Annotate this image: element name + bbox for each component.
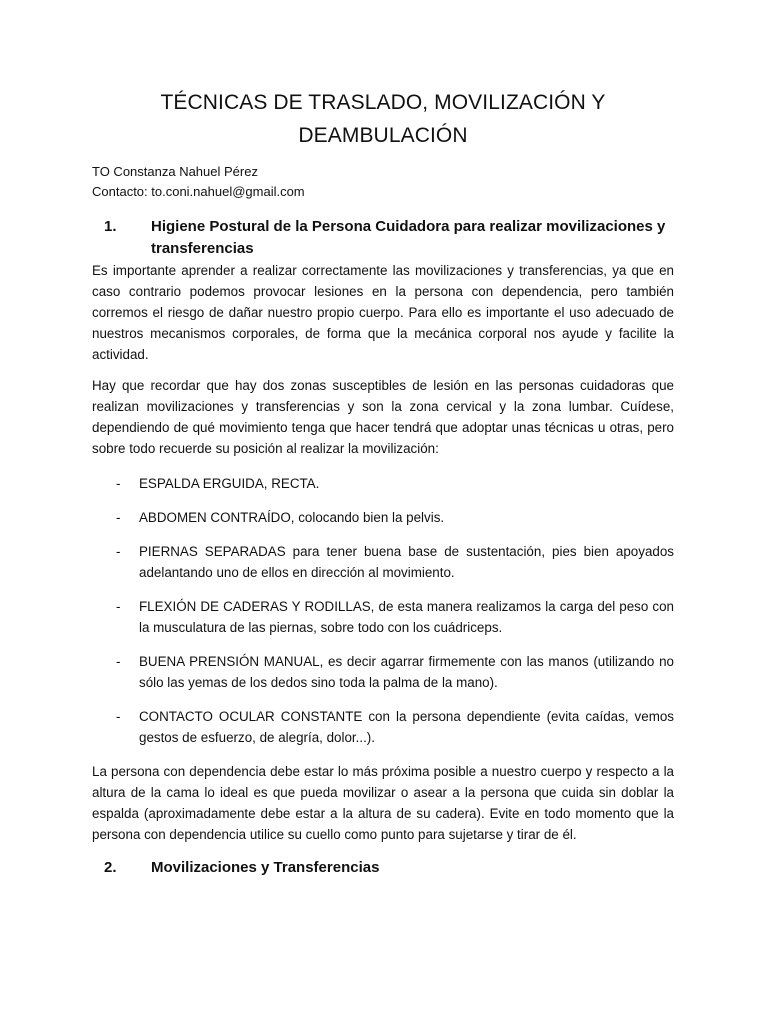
list-item <box>92 596 674 638</box>
section-heading-2 <box>92 857 674 879</box>
list-item-text: FLEXIÓN DE CADERAS Y RODILLAS, de esta manera realizamos la carga del peso con la musculatura de las piernas, sobre todo con los cuádriceps. <box>139 599 674 635</box>
section-number: 2. <box>104 859 117 876</box>
section-heading-1 <box>92 216 674 260</box>
dash-marker: - <box>116 599 121 614</box>
title-line-1: TÉCNICAS DE TRASLADO, MOVILIZACIÓN Y <box>160 91 606 114</box>
section-title: Movilizaciones y Transferencias <box>151 859 380 876</box>
document-page <box>92 86 674 879</box>
dash-marker: - <box>116 544 121 559</box>
list-item-text: PIERNAS SEPARADAS para tener buena base de sustentación, pies bien apoyados adelantando uno de ellos en dirección al movimiento. <box>139 544 674 580</box>
list-item-text: BUENA PRENSIÓN MANUAL, es decir agarrar firmemente con las manos (utilizando no sólo las yemas de los dedos sino toda la palma de la mano). <box>139 654 674 690</box>
dash-marker: - <box>116 476 121 491</box>
posture-list <box>92 473 674 748</box>
paragraph-1: Es importante aprender a realizar correctamente las movilizaciones y transferencias, ya que en caso contrario podemos provocar lesiones en la persona con dependencia, pero también corremos el riesgo de dañar nuestro propio cuerpo. Para ello es importante el uso adecuado de nuestros mecanismos corporales, de forma que la mecánica corporal nos ayude y facilite la actividad. <box>92 263 674 362</box>
paragraph-3: La persona con dependencia debe estar lo más próxima posible a nuestro cuerpo y respecto a la altura de la cama lo ideal es que pueda movilizar o asear a la persona que cuida sin doblar la espalda (aproximadamente debe estar a la altura de su cadera). Evite en todo momento que la persona con dependencia utilice su cuello como punto para sujetarse y tirar de él. <box>92 764 674 842</box>
list-item <box>92 541 674 583</box>
list-item <box>92 473 674 494</box>
list-item-text: CONTACTO OCULAR CONSTANTE con la persona dependiente (evita caídas, vemos gestos de esfuerzo, de alegría, dolor...). <box>139 709 674 745</box>
dash-marker: - <box>116 709 121 724</box>
paragraph-2: Hay que recordar que hay dos zonas susceptibles de lesión en las personas cuidadoras que realizan movilizaciones y transferencias y son la zona cervical y la zona lumbar. Cuídese, dependiendo de qué movimiento tenga que hacer tendrá que adoptar unas técnicas u otras, pero sobre todo recuerde su posición al realizar la movilización: <box>92 378 674 456</box>
list-item-text: ESPALDA ERGUIDA, RECTA. <box>139 476 320 491</box>
list-item <box>92 706 674 748</box>
contact-line: Contacto: to.coni.nahuel@gmail.com <box>92 184 305 199</box>
section-number: 1. <box>104 218 117 235</box>
list-item-text: ABDOMEN CONTRAÍDO, colocando bien la pelvis. <box>139 510 445 525</box>
dash-marker: - <box>116 510 121 525</box>
document-title <box>92 86 674 152</box>
title-line-2: DEAMBULACIÓN <box>298 124 468 147</box>
list-item <box>92 507 674 528</box>
section-title: Higiene Postural de la Persona Cuidadora para realizar movilizaciones y transferencias <box>151 218 666 257</box>
dash-marker: - <box>116 654 121 669</box>
list-item <box>92 651 674 693</box>
author-line: TO Constanza Nahuel Pérez <box>92 164 258 179</box>
